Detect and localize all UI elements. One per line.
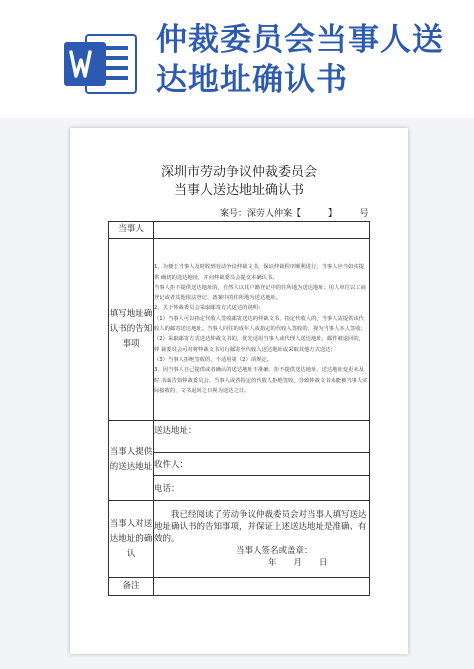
note-paragraph: （3）当事人拒绝签收的，不适用第（2）项规定。	[154, 356, 272, 363]
date-line[interactable]: 年 月 日	[268, 558, 328, 569]
party-label: 当事人	[109, 222, 154, 239]
address-row	[109, 420, 370, 453]
note-paragraph: 1、为便于当事人及时收到劳动争议仲裁文书，保证仲裁程序顺利进行，当事人应当如实提供 确切的送达地址，并向仲裁委员会提交本确认书。	[154, 264, 364, 281]
notes-label: 填写地址确认书的告知事项	[109, 238, 154, 420]
document-title-line-2: 当事人送达地址确认书	[173, 183, 304, 198]
banner	[0, 0, 474, 118]
party-row	[109, 222, 370, 239]
confirmation-statement: 我已经阅读了劳动争议仲裁委员会对当事人填写送达地址确认书的告知事项，并保证上述送达地址是准确、有效的。	[154, 510, 367, 545]
document-page	[70, 128, 408, 654]
phone-field[interactable]: 电话：	[154, 476, 370, 501]
document-title-line-1: 深圳市劳动争议仲裁委员会	[160, 165, 317, 180]
note-paragraph: （1）当事人可以指定代收人签收邮寄送达的仲裁文书，指定代收人的，当事人需提供该代收人的邮寄送达地址。当事人同住的成年人或指定的代收人签收的，视为当事人本人签收；	[154, 315, 366, 333]
notes-content	[154, 238, 370, 420]
recipient-field[interactable]: 收件人：	[154, 453, 370, 476]
remarks-label: 备注	[109, 578, 154, 596]
note-paragraph: 2、关于仲裁委员会采取邮寄方式送达的说明：	[154, 305, 264, 312]
confirmation-label: 当事人对送达地址的确认	[109, 501, 154, 578]
remarks-value[interactable]	[154, 578, 370, 596]
note-paragraph: （2）采取邮寄方式送达仲裁文书的，优先适用当事人或代理人送达地址，邮件被退回的，仲 裁委员会可对将仲裁文书另行邮寄至代收人送达地址或采取其他方式送达；	[154, 336, 364, 353]
party-value[interactable]	[154, 222, 370, 239]
signature-line[interactable]: 当事人签名或盖章：	[236, 546, 313, 557]
word-document-icon	[62, 32, 140, 96]
notes-row	[109, 238, 370, 420]
case-number: 案号：深劳人仲案【 】 号	[220, 209, 369, 219]
remarks-row	[109, 578, 370, 596]
confirmation-content	[154, 501, 370, 578]
address-field[interactable]: 送达地址：	[154, 420, 370, 453]
banner-title: 仲裁委员会当事人送达地址确认书	[156, 22, 444, 98]
note-paragraph: 3、因当事人自己提供或者确认的送达地址不准确、拒不提供送达地址、送达地址变更未及时 书面告知仲裁委员会、当事人或者指定的代收人拒绝签收，导致仲裁文书未能被当事人实 际接收的，文书退回之日视为送达之日。	[154, 367, 368, 394]
note-paragraph: 当事人拒不提供送达地址的，自然人以其户籍登记中的住所地为送达地址；用人单位以工商登记或者其他依法登记、备案中的住所地为送达地址。	[154, 284, 366, 302]
address-group-label: 当事人提供的送达地址	[109, 420, 154, 501]
confirmation-row	[109, 501, 370, 578]
document-title	[70, 164, 408, 200]
confirmation-form-table	[108, 221, 370, 596]
